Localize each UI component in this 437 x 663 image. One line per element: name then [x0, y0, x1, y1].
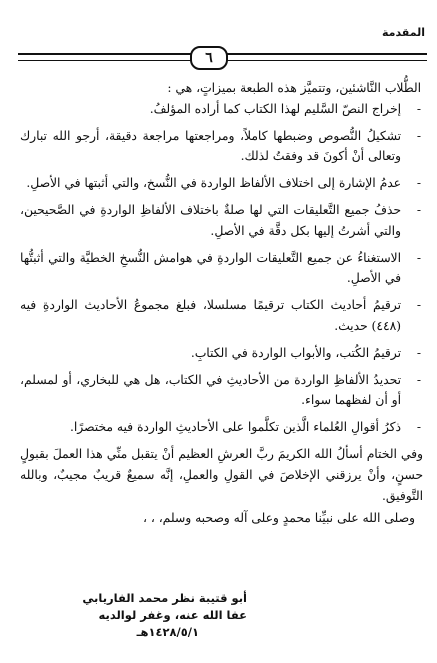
closing-paragraph: وفي الختام أسألُ الله الكريمَ ربَّ العرشِ العظيم أنْ يتقبل منِّي هذا العملَ بقبولٍ حسنٍ، وأنْ يرزقني الإخلاصَ في القولِ والعملِ، إنَّه سميعٌ قريبٌ مجيبٌ، وبالله التَّوفيق. [20, 446, 423, 503]
list-item-text: تحديدُ الألفاظِ الواردة من الأحاديثِ في الكتاب، هل هي للبخاري، أو لمسلم، أو أن لفظهما سواء. [20, 372, 401, 408]
list-item [20, 200, 423, 242]
list-item [20, 417, 423, 438]
page-number: ٦ [190, 46, 228, 70]
list-item [20, 126, 423, 168]
list-item [20, 173, 423, 194]
list-item-text: حذفُ جميع التَّعليقات التي لها صلةٌ باختلاف الألفاظِ الواردةِ في الصَّحيحين، والتي أشرتُ إليها بكل دقَّة في الأصلِ. [20, 202, 401, 238]
dash-bullet: - [416, 420, 421, 435]
dash-bullet: - [416, 372, 421, 387]
signature-block [82, 590, 247, 641]
list-item [20, 248, 423, 290]
list-item-text: تشكيلُ النُّصوص وضبطها كاملاً، ومراجعتها مراجعة دقيقة، أرجو الله تبارك وتعالى أنْ أكونَ قد وفقتُ لذلك. [20, 128, 401, 164]
dash-bullet: - [416, 202, 421, 217]
dash-bullet: - [416, 128, 421, 143]
dash-bullet: - [416, 101, 421, 116]
list-item-text: عدمُ الإشارة إلى اختلاف الألفاظ الواردة في النُّسخ، والتي أثبتها في الأصلِ. [26, 176, 401, 191]
dash-bullet: - [416, 298, 421, 313]
list-item-text: ترقيمُ الكُتب، والأبواب الواردة في الكتابِ. [190, 345, 401, 360]
dash-bullet: - [416, 176, 421, 191]
list-item [20, 370, 423, 412]
dash-bullet: - [416, 345, 421, 360]
features-list [20, 99, 423, 438]
body-text [20, 78, 423, 529]
list-item [20, 343, 423, 364]
list-item [20, 99, 423, 120]
dash-bullet: - [416, 250, 421, 265]
list-item-text: ترقيمُ أحاديث الكتاب ترقيمًا مسلسلا، فبلغ مجموعُ الأحاديث الواردةِ فيه (٤٤٨) حديث. [20, 298, 401, 333]
list-item-text: الاستغناءُ عن جميع التَّعليقات الواردةِ في هوامش النُّسخِ الخطيَّة والتي أثبتُّها في الأصلِ. [20, 250, 401, 286]
salutation-line: وصلى الله على نبيِّنا محمدٍ وعلى آله وصحبه وسلم، ، ، [142, 511, 415, 526]
signature-prayer: عفا الله عنه، وغفر لوالديه [98, 608, 247, 622]
section-title: المقدمة [381, 26, 425, 39]
list-item-text: ذكرُ أقوالِ العُلماء الَّذين تكلَّموا على الأحاديثِ الواردة فيه مختصرًا. [69, 420, 401, 435]
signature-name: أبو قتيبة نظر محمد الفاريابي [82, 591, 247, 605]
page-header [10, 8, 427, 66]
signature-date: ١٤٢٨/٥/١هـ [136, 625, 199, 639]
intro-paragraph: الطُّلاب النَّاشئين، وتتميَّز هذه الطبعة بميزاتٍ، هي : [167, 81, 421, 95]
list-item [20, 295, 423, 337]
list-item-text: إخراج النصّ السَّليم لهذا الكتاب كما أراده المؤلفُ. [149, 101, 401, 116]
